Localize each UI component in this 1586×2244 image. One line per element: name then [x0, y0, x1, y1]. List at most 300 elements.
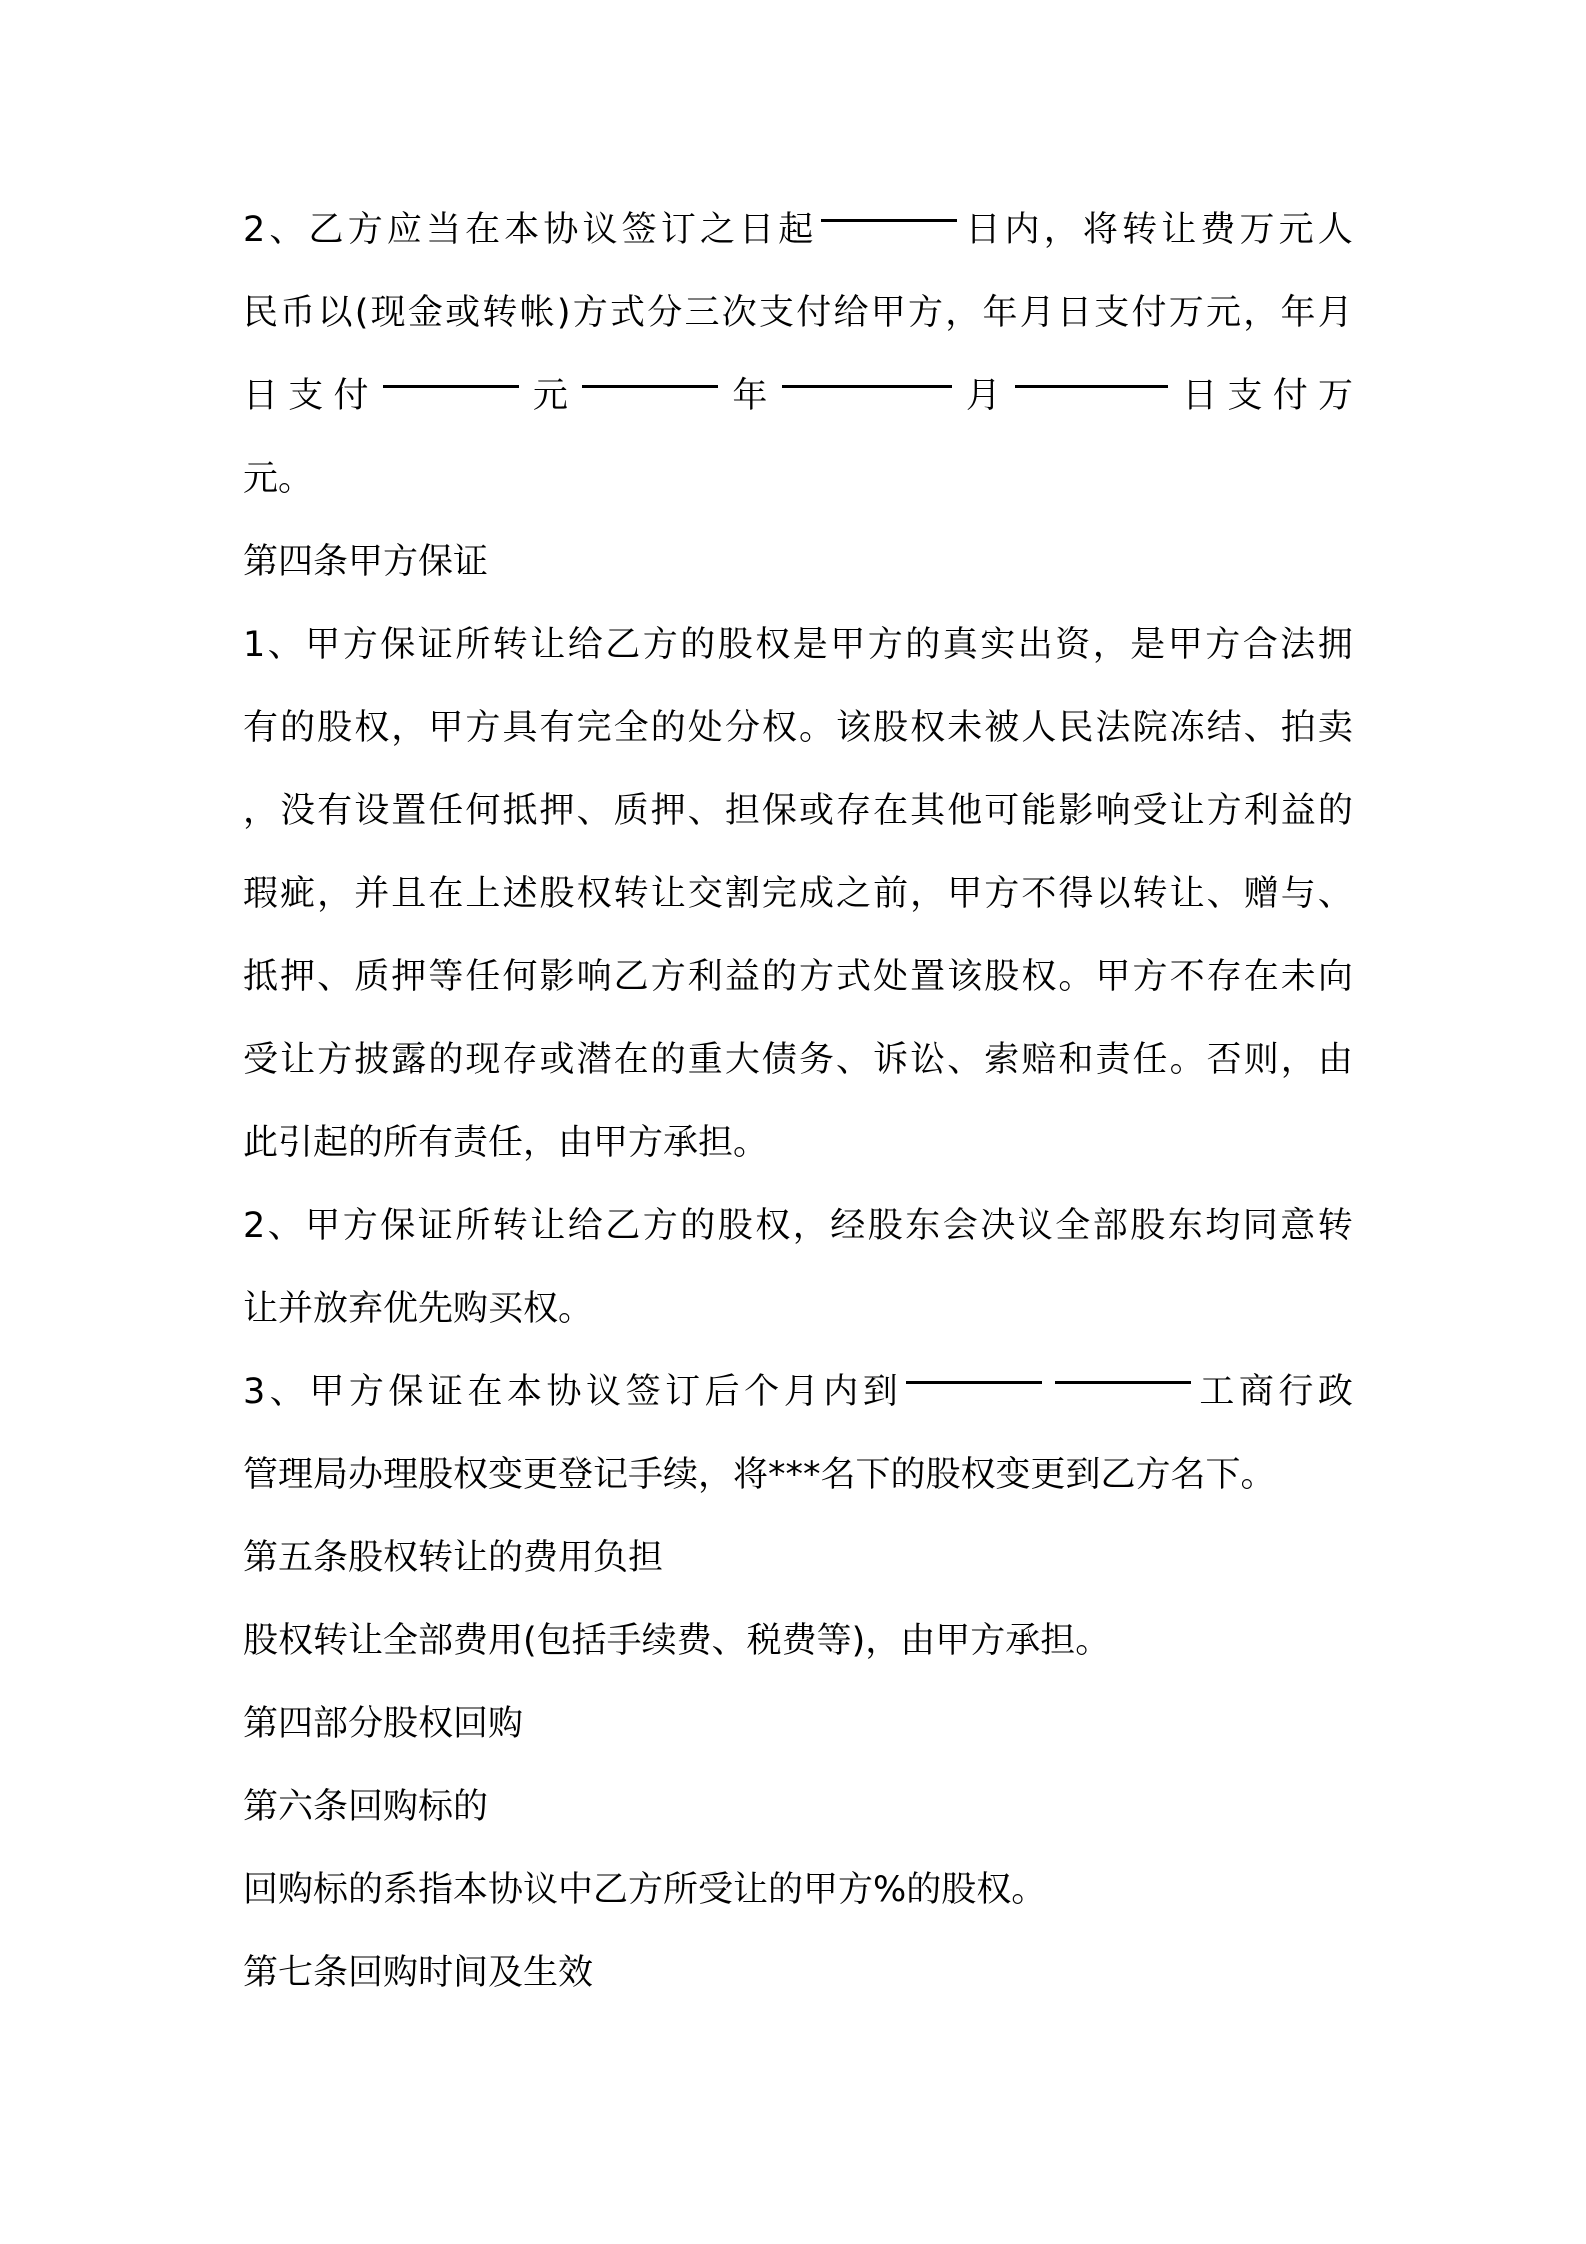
- text-glyph: 起: [778, 210, 814, 250]
- text-glyph: 抵: [502, 791, 538, 831]
- text-glyph: 疵: [280, 874, 316, 914]
- text-glyph: 方: [1205, 625, 1241, 665]
- text-glyph: 结: [1206, 708, 1242, 748]
- text-glyph: 讼: [910, 1040, 946, 1080]
- text-glyph: 方: [867, 625, 903, 665]
- text-glyph: 乙: [613, 957, 649, 997]
- text-glyph: 方: [347, 210, 383, 250]
- fill-in-blank: [821, 189, 957, 222]
- text-glyph: 赔: [1021, 1040, 1057, 1080]
- text-glyph: 、: [267, 625, 303, 665]
- text-glyph: 让: [530, 625, 566, 665]
- paragraph-line: 元。: [243, 459, 314, 499]
- text-glyph: 利: [1243, 791, 1279, 831]
- text-glyph: 元: [1206, 293, 1242, 333]
- text-glyph: 重: [687, 1040, 723, 1080]
- text-glyph: 股: [717, 625, 753, 665]
- text-glyph: 人: [1317, 210, 1353, 250]
- fill-in-blank: [906, 1351, 1042, 1384]
- text-glyph: 人: [1021, 708, 1057, 748]
- text-glyph: 年: [732, 376, 768, 416]
- text-glyph: 成: [798, 874, 834, 914]
- text-glyph: 方: [984, 874, 1020, 914]
- text-glyph: 任: [1132, 1040, 1168, 1080]
- paragraph-line: [243, 1351, 1353, 1434]
- text-glyph: 式: [610, 293, 646, 333]
- text-glyph: 质: [354, 957, 390, 997]
- text-glyph: 签: [625, 1372, 661, 1412]
- text-glyph: 则: [1243, 1040, 1279, 1080]
- text-glyph: 存: [502, 1040, 538, 1080]
- text-glyph: 。: [1169, 1040, 1205, 1080]
- text-glyph: 能: [1021, 791, 1057, 831]
- text-glyph: 未: [947, 708, 983, 748]
- text-glyph: 全: [613, 708, 649, 748]
- text-glyph: 内: [1004, 210, 1040, 250]
- text-glyph: 该: [836, 708, 872, 748]
- text-glyph: 权: [910, 708, 946, 748]
- text-glyph: 向: [1317, 957, 1353, 997]
- text-glyph: 应: [386, 210, 422, 250]
- text-glyph: 部: [1092, 1206, 1128, 1246]
- text-glyph: 受: [1132, 791, 1168, 831]
- paragraph-line: [243, 604, 1353, 687]
- text-glyph: 乙: [605, 1206, 641, 1246]
- text-glyph: 转: [492, 1206, 528, 1246]
- paragraph-line: 管理局办理股权变更登记手续，将***名下的股权变更到乙方名下。: [243, 1455, 1276, 1495]
- text-glyph: 给: [567, 625, 603, 665]
- text-glyph: 押: [539, 791, 575, 831]
- text-glyph: 日: [1182, 376, 1218, 416]
- text-glyph: 没: [280, 791, 316, 831]
- text-glyph: 月: [783, 1372, 819, 1412]
- text-glyph: 责: [1095, 1040, 1131, 1080]
- text-glyph: 未: [1280, 957, 1316, 997]
- text-glyph: 在: [465, 210, 501, 250]
- text-glyph: 月: [1019, 293, 1055, 333]
- text-glyph: 在: [428, 874, 464, 914]
- text-glyph: 有: [539, 708, 575, 748]
- paragraph-line: [243, 936, 1353, 1019]
- text-glyph: 、: [947, 1040, 983, 1080]
- text-glyph: 且: [391, 874, 427, 914]
- text-glyph: ，: [317, 874, 353, 914]
- text-glyph: 可: [984, 791, 1020, 831]
- text-glyph: 权: [1021, 957, 1057, 997]
- text-glyph: 的: [650, 708, 686, 748]
- text-glyph: 三: [684, 293, 720, 333]
- text-glyph: 。: [1058, 957, 1094, 997]
- text-glyph: ，: [945, 293, 981, 333]
- text-glyph: 卖: [1317, 708, 1353, 748]
- text-glyph: 东: [905, 1206, 941, 1246]
- text-glyph: 被: [984, 708, 1020, 748]
- text-glyph: 本: [504, 210, 540, 250]
- text-glyph: 权: [576, 874, 612, 914]
- text-glyph: 和: [1058, 1040, 1094, 1080]
- paragraph-line: [243, 1019, 1353, 1102]
- text-glyph: 保: [380, 1206, 416, 1246]
- text-glyph: 资: [1055, 625, 1091, 665]
- text-glyph: 全: [1055, 1206, 1091, 1246]
- text-glyph: 股: [867, 1206, 903, 1246]
- text-glyph: 的: [280, 708, 316, 748]
- text-glyph: 乙: [605, 625, 641, 665]
- text-glyph: 到: [862, 1372, 898, 1412]
- text-glyph: 签: [621, 210, 657, 250]
- paragraph-line: [243, 770, 1353, 853]
- text-glyph: 实: [980, 625, 1016, 665]
- text-glyph: 决: [980, 1206, 1016, 1246]
- text-glyph: 以: [317, 293, 353, 333]
- text-glyph: 由: [1317, 1040, 1353, 1080]
- text-glyph: 分: [724, 708, 760, 748]
- text-glyph: 前: [873, 874, 909, 914]
- text-glyph: 债: [761, 1040, 797, 1080]
- text-glyph: 年: [1280, 293, 1316, 333]
- text-glyph: 、: [269, 1372, 305, 1412]
- text-glyph: 万: [1317, 376, 1353, 416]
- text-glyph: 的: [680, 625, 716, 665]
- text-glyph: 给: [833, 293, 869, 333]
- text-glyph: 费: [1200, 210, 1236, 250]
- text-glyph: 、: [269, 210, 305, 250]
- text-glyph: 方: [1132, 957, 1168, 997]
- text-glyph: 内: [823, 1372, 859, 1412]
- text-glyph: 币: [280, 293, 316, 333]
- text-glyph: 有: [243, 708, 279, 748]
- text-glyph: 万: [1168, 293, 1204, 333]
- text-glyph: 证: [417, 625, 453, 665]
- text-glyph: 帐: [519, 293, 555, 333]
- text-glyph: 在: [873, 791, 909, 831]
- text-glyph: 是: [792, 625, 828, 665]
- text-glyph: 协: [543, 210, 579, 250]
- text-glyph: 得: [1058, 874, 1094, 914]
- text-glyph: 抵: [243, 957, 279, 997]
- text-glyph: 方: [342, 625, 378, 665]
- paragraph-line: 让并放弃优先购买权。: [243, 1289, 594, 1329]
- fill-in-blank: [582, 355, 718, 388]
- text-glyph: 甲: [947, 874, 983, 914]
- text-glyph: 的: [905, 625, 941, 665]
- fill-in-blank: [1015, 355, 1168, 388]
- text-glyph: 利: [687, 957, 723, 997]
- text-glyph: 述: [502, 874, 538, 914]
- text-glyph: 乙: [308, 210, 344, 250]
- text-glyph: 甲: [305, 625, 341, 665]
- text-glyph: 转: [1132, 874, 1168, 914]
- text-glyph: 、: [1317, 874, 1353, 914]
- text-glyph: 转: [492, 625, 528, 665]
- text-glyph: 受: [243, 1040, 279, 1080]
- text-glyph: 让: [530, 1206, 566, 1246]
- text-glyph: 方: [465, 708, 501, 748]
- text-glyph: 法: [1280, 625, 1316, 665]
- text-glyph: 是: [1130, 625, 1166, 665]
- text-glyph: 其: [910, 791, 946, 831]
- text-glyph: 政: [1317, 1372, 1353, 1412]
- text-glyph: 意: [1280, 1206, 1316, 1246]
- text-glyph: 、: [836, 1040, 872, 1080]
- text-glyph: 赠: [1243, 874, 1279, 914]
- section-heading: 第四条甲方保证: [243, 542, 489, 582]
- text-glyph: ，: [1043, 210, 1079, 250]
- section-heading: 第六条回购标的: [243, 1787, 489, 1827]
- text-glyph: 完: [761, 874, 797, 914]
- text-glyph: 均: [1205, 1206, 1241, 1246]
- text-glyph: 证: [427, 1372, 463, 1412]
- text-glyph: 股: [717, 1206, 753, 1246]
- text-glyph: 议: [586, 1372, 622, 1412]
- paragraph-line: [243, 1185, 1353, 1268]
- text-glyph: 有: [317, 791, 353, 831]
- text-glyph: 任: [428, 791, 464, 831]
- text-glyph: 权: [755, 1206, 791, 1246]
- text-glyph: 担: [724, 791, 760, 831]
- text-glyph: 甲: [1167, 625, 1203, 665]
- text-glyph: 让: [1161, 210, 1197, 250]
- text-glyph: 以: [1095, 874, 1131, 914]
- text-glyph: ，: [1280, 1040, 1316, 1080]
- text-glyph: 2: [243, 210, 266, 250]
- text-glyph: 分: [647, 293, 683, 333]
- text-glyph: 任: [465, 957, 501, 997]
- text-glyph: 本: [506, 1372, 542, 1412]
- part-heading: 第四部分股权回购: [243, 1704, 524, 1744]
- text-glyph: 付: [1272, 376, 1308, 416]
- paragraph-line: 此引起的所有责任，由甲方承担。: [243, 1123, 769, 1163]
- text-glyph: 股: [984, 957, 1020, 997]
- text-glyph: 的: [761, 957, 797, 997]
- text-glyph: 真: [942, 625, 978, 665]
- text-glyph: (: [354, 293, 369, 333]
- text-glyph: 置: [391, 791, 427, 831]
- paragraph-line: 股权转让全部费用(包括手续费、税费等)，由甲方承担。: [243, 1621, 1111, 1661]
- text-glyph: 支: [759, 293, 795, 333]
- paragraph-line: [243, 272, 1353, 355]
- text-glyph: 处: [873, 957, 909, 997]
- text-glyph: 商: [1238, 1372, 1274, 1412]
- text-glyph: 方: [642, 625, 678, 665]
- text-glyph: 或: [798, 791, 834, 831]
- text-glyph: 东: [1167, 1206, 1203, 1246]
- text-glyph: 在: [1243, 957, 1279, 997]
- text-glyph: 同: [1242, 1206, 1278, 1246]
- text-glyph: 股: [317, 708, 353, 748]
- text-glyph: 行: [1278, 1372, 1314, 1412]
- text-glyph: 付: [796, 293, 832, 333]
- text-glyph: ): [556, 293, 571, 333]
- text-glyph: 、: [267, 1206, 303, 1246]
- paragraph-line: [243, 189, 1353, 272]
- text-glyph: 方: [572, 293, 608, 333]
- text-glyph: ，: [792, 1206, 828, 1246]
- text-glyph: 方: [317, 1040, 353, 1080]
- text-glyph: 方: [798, 957, 834, 997]
- text-glyph: 露: [391, 1040, 427, 1080]
- text-glyph: 让: [1169, 874, 1205, 914]
- text-glyph: 、: [687, 791, 723, 831]
- text-glyph: ，: [910, 874, 946, 914]
- text-glyph: 方: [348, 1372, 384, 1412]
- text-glyph: 现: [465, 1040, 501, 1080]
- fill-in-blank: [782, 355, 952, 388]
- text-glyph: 押: [650, 791, 686, 831]
- text-glyph: 交: [687, 874, 723, 914]
- text-glyph: 议: [582, 210, 618, 250]
- text-glyph: 或: [445, 293, 481, 333]
- text-glyph: 在: [467, 1372, 503, 1412]
- text-glyph: 金: [407, 293, 443, 333]
- text-glyph: 影: [539, 957, 575, 997]
- text-glyph: ，: [391, 708, 427, 748]
- text-glyph: 股: [873, 708, 909, 748]
- text-glyph: 出: [1017, 625, 1053, 665]
- text-glyph: 月: [1317, 293, 1353, 333]
- text-glyph: 支: [288, 376, 324, 416]
- text-glyph: 给: [567, 1206, 603, 1246]
- text-glyph: 拥: [1317, 625, 1353, 665]
- text-glyph: 诉: [873, 1040, 909, 1080]
- text-glyph: 股: [1130, 1206, 1166, 1246]
- text-glyph: 后: [704, 1372, 740, 1412]
- text-glyph: 处: [687, 708, 723, 748]
- text-glyph: 甲: [305, 1206, 341, 1246]
- text-glyph: 付: [1131, 293, 1167, 333]
- text-glyph: 证: [417, 1206, 453, 1246]
- fill-in-blank: [383, 355, 519, 388]
- paragraph-line: [243, 687, 1353, 770]
- text-glyph: 保: [761, 791, 797, 831]
- text-glyph: 年: [982, 293, 1018, 333]
- text-glyph: 日: [965, 210, 1001, 250]
- text-glyph: 转: [1317, 1206, 1353, 1246]
- text-glyph: 押: [391, 957, 427, 997]
- text-glyph: ，: [243, 791, 279, 831]
- text-glyph: 日: [243, 376, 279, 416]
- document-page: [243, 189, 1353, 2015]
- text-glyph: 何: [465, 791, 501, 831]
- text-glyph: 割: [724, 874, 760, 914]
- text-glyph: 务: [798, 1040, 834, 1080]
- text-glyph: 甲: [830, 625, 866, 665]
- section-heading: 第七条回购时间及生效: [243, 1953, 594, 1993]
- text-glyph: 保: [380, 625, 416, 665]
- text-glyph: 支: [1094, 293, 1130, 333]
- text-glyph: 质: [613, 791, 649, 831]
- text-glyph: 月: [965, 376, 1001, 416]
- text-glyph: 、: [1243, 708, 1279, 748]
- text-glyph: 、: [1206, 874, 1242, 914]
- text-glyph: 等: [428, 957, 464, 997]
- text-glyph: 披: [354, 1040, 390, 1080]
- text-glyph: ，: [1092, 625, 1128, 665]
- text-glyph: 潜: [576, 1040, 612, 1080]
- section-heading: 第五条股权转让的费用负担: [243, 1538, 664, 1578]
- text-glyph: 大: [724, 1040, 760, 1080]
- text-glyph: 甲: [428, 708, 464, 748]
- text-glyph: 2: [243, 1206, 266, 1246]
- text-glyph: 1: [243, 625, 266, 665]
- text-glyph: 不: [1021, 874, 1057, 914]
- text-glyph: 的: [680, 1206, 716, 1246]
- text-glyph: 益: [724, 957, 760, 997]
- text-glyph: 该: [947, 957, 983, 997]
- text-glyph: 拍: [1280, 708, 1316, 748]
- text-glyph: 上: [465, 874, 501, 914]
- text-glyph: 元: [532, 376, 568, 416]
- text-glyph: 式: [836, 957, 872, 997]
- text-glyph: 冻: [1169, 708, 1205, 748]
- text-glyph: 让: [280, 1040, 316, 1080]
- text-glyph: 益: [1280, 791, 1316, 831]
- text-glyph: 权: [761, 708, 797, 748]
- text-glyph: 否: [1206, 1040, 1242, 1080]
- text-glyph: 响: [1095, 791, 1131, 831]
- text-glyph: 所: [455, 625, 491, 665]
- text-glyph: 的: [1317, 791, 1353, 831]
- text-glyph: 会: [942, 1206, 978, 1246]
- text-glyph: ，: [1243, 293, 1279, 333]
- text-glyph: 方: [1206, 791, 1242, 831]
- text-glyph: 。: [798, 708, 834, 748]
- text-glyph: 甲: [1095, 957, 1131, 997]
- text-glyph: 或: [539, 1040, 575, 1080]
- text-glyph: 现: [370, 293, 406, 333]
- text-glyph: 之: [836, 874, 872, 914]
- paragraph-line: [243, 355, 1353, 438]
- text-glyph: 议: [1017, 1206, 1053, 1246]
- paragraph-line: [243, 853, 1353, 936]
- text-glyph: 股: [539, 874, 575, 914]
- text-glyph: 瑕: [243, 874, 279, 914]
- text-glyph: 工: [1199, 1372, 1235, 1412]
- text-glyph: 方: [650, 957, 686, 997]
- text-glyph: 保: [388, 1372, 424, 1412]
- text-glyph: 不: [1169, 957, 1205, 997]
- text-glyph: 3: [243, 1372, 266, 1412]
- text-glyph: 民: [1058, 708, 1094, 748]
- text-glyph: 付: [333, 376, 369, 416]
- text-glyph: 元: [1278, 210, 1314, 250]
- text-glyph: 甲: [870, 293, 906, 333]
- text-glyph: 响: [576, 957, 612, 997]
- text-glyph: 将: [1082, 210, 1118, 250]
- text-glyph: 订: [660, 210, 696, 250]
- text-glyph: 具: [502, 708, 538, 748]
- text-glyph: 日: [739, 210, 775, 250]
- text-glyph: 、: [317, 957, 353, 997]
- text-glyph: 转: [482, 293, 518, 333]
- text-glyph: 让: [1169, 791, 1205, 831]
- text-glyph: 索: [984, 1040, 1020, 1080]
- text-glyph: 协: [546, 1372, 582, 1412]
- text-glyph: 方: [642, 1206, 678, 1246]
- text-glyph: 设: [354, 791, 390, 831]
- text-glyph: 的: [428, 1040, 464, 1080]
- text-glyph: 存: [1206, 957, 1242, 997]
- text-glyph: 方: [342, 1206, 378, 1246]
- text-glyph: 、: [576, 791, 612, 831]
- text-glyph: 院: [1132, 708, 1168, 748]
- text-glyph: 法: [1095, 708, 1131, 748]
- fill-in-blank: [1055, 1351, 1191, 1384]
- text-glyph: 合: [1242, 625, 1278, 665]
- text-glyph: 甲: [309, 1372, 345, 1412]
- text-glyph: 经: [830, 1206, 866, 1246]
- text-glyph: 之: [699, 210, 735, 250]
